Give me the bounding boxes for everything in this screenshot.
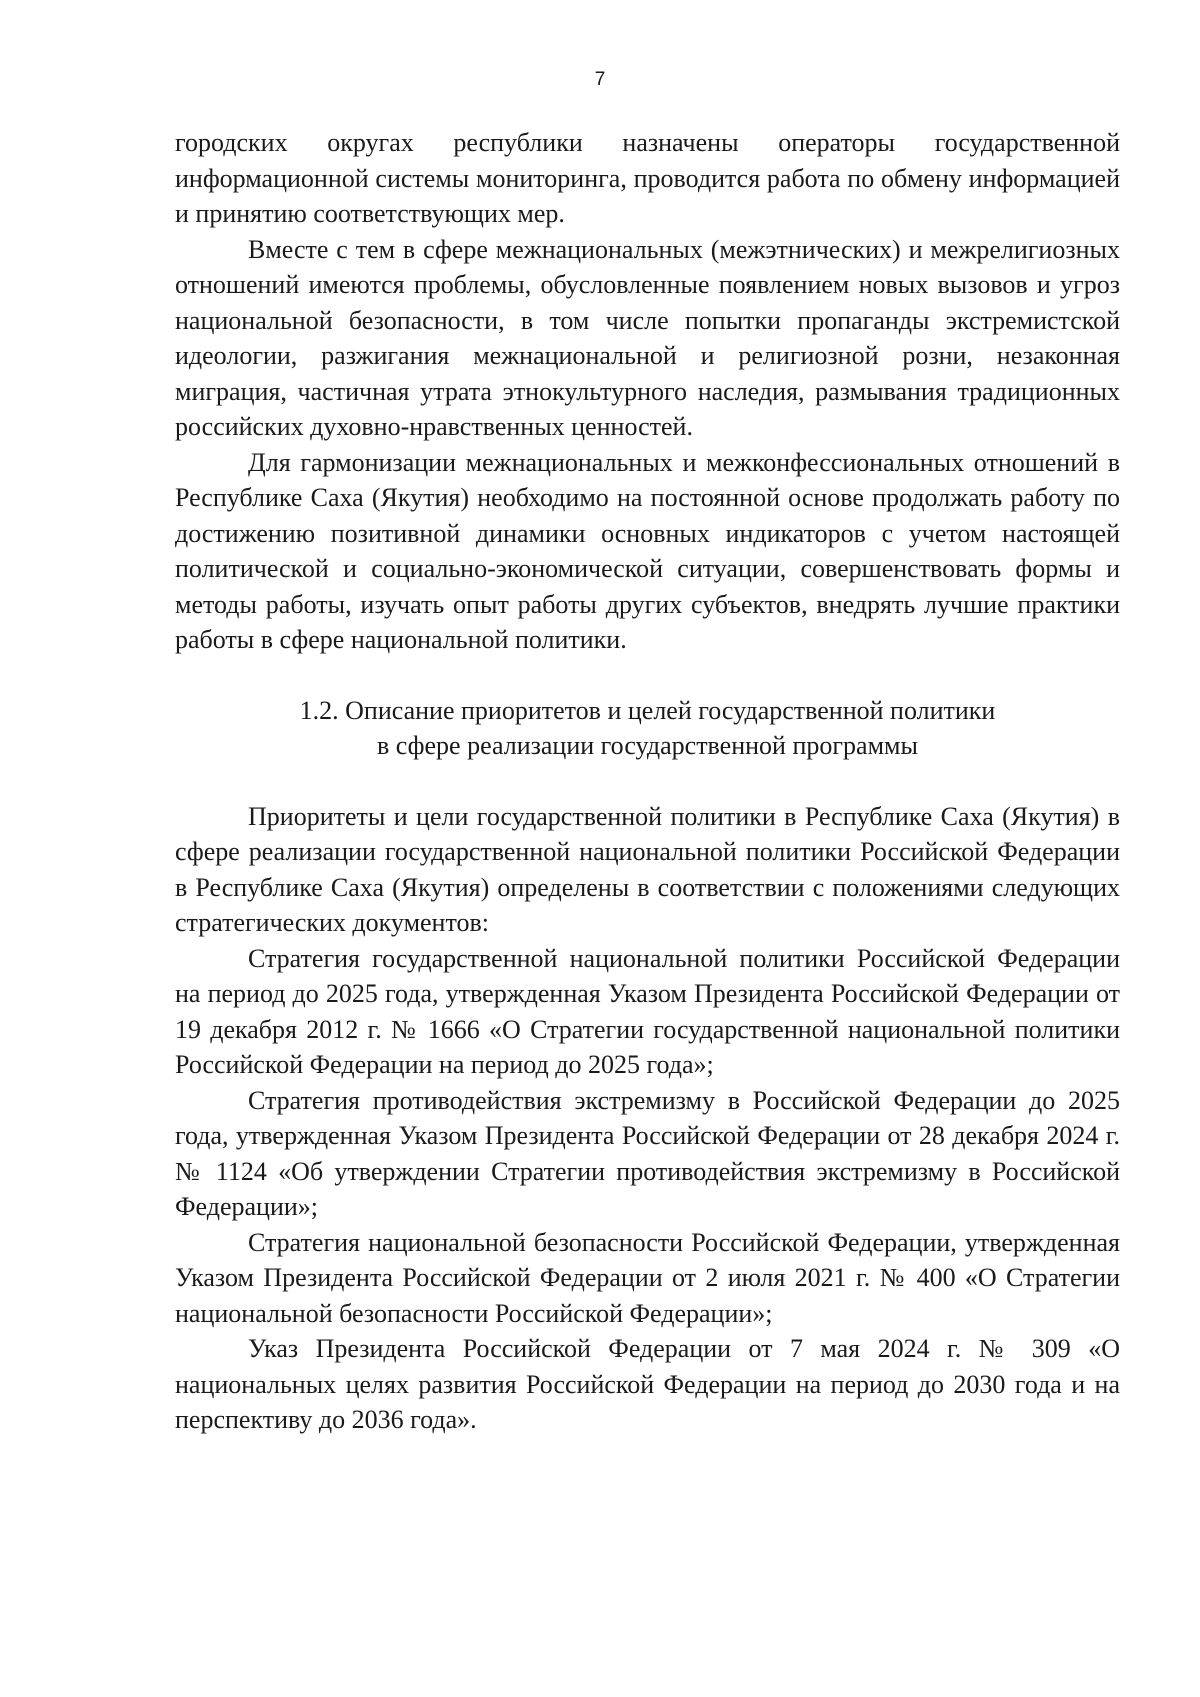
paragraph-strategy-security: Стратегия национальной безопасности Российской Федерации, утвержденная Указом Президента Российской Федерации от 2 июля 2021 г. № 400 «О Стратегии национальной безопасности Российской Федерации»; [175,1227,1120,1328]
section-heading-line-1: 1.2. Описание приоритетов и целей государственной политики [299,695,996,725]
paragraph-problems: Вместе с тем в сфере межнациональных (межэтнических) и межрелигиозных отношений имеются проблемы, обусловленные появлением новых вызовов и угроз национальной безопасности, в том числе попытки пропаганды экстремистской идеологии, разжигания межнациональной и религиозной розни, незаконная миграция, частичная утрата этнокультурного наследия, размывания традиционных российских духовно-нравственных ценностей. [175,234,1120,441]
section-heading [175,693,1120,764]
paragraph-strategy-extremism: Стратегия противодействия экстремизму в Российской Федерации до 2025 года, утвержденная Указом Президента Российской Федерации от 28 декабря 2024 г. № 1124 «Об утверждении Стратегии противодействия экстремизму в Российской Федерации»; [175,1085,1120,1221]
paragraph-continuation: городских округах республики назначены операторы государственной информационной системы мониторинга, проводится работа по обмену информацией и принятию соответствующих мер. [175,128,1120,228]
paragraph-harmonization: Для гармонизации межнациональных и межконфессиональных отношений в Республике Саха (Якутия) необходимо на постоянной основе продолжать работу по достижению позитивной динамики основных индикаторов с учетом настоящей политической и социально-экономической ситуации, совершенствовать формы и методы работы, изучать опыт работы других субъектов, внедрять лучшие практики работы в сфере национальной политики. [175,447,1120,654]
paragraph-decree-national-goals: Указ Президента Российской Федерации от 7 мая 2024 г. № 309 «О национальных целях развития Российской Федерации на период до 2030 года и на перспективу до 2036 года». [175,1334,1120,1434]
page-number: 7 [594,69,606,90]
paragraph-strategy-national-policy: Стратегия государственной национальной политики Российской Федерации на период до 2025 года, утвержденная Указом Президента Российской Федерации от 19 декабря 2012 г. № 1666 «О Стратегии государственной национальной политики Российской Федерации на период до 2025 года»; [175,943,1120,1079]
paragraph-priorities: Приоритеты и цели государственной политики в Республике Саха (Якутия) в сфере реализации государственной национальной политики Российской Федерации в Республике Саха (Якутия) определены в соответствии с положениями следующих стратегических документов: [175,801,1120,937]
document-body [175,125,1120,1438]
section-heading-line-2: в сфере реализации государственной программы [377,731,918,760]
